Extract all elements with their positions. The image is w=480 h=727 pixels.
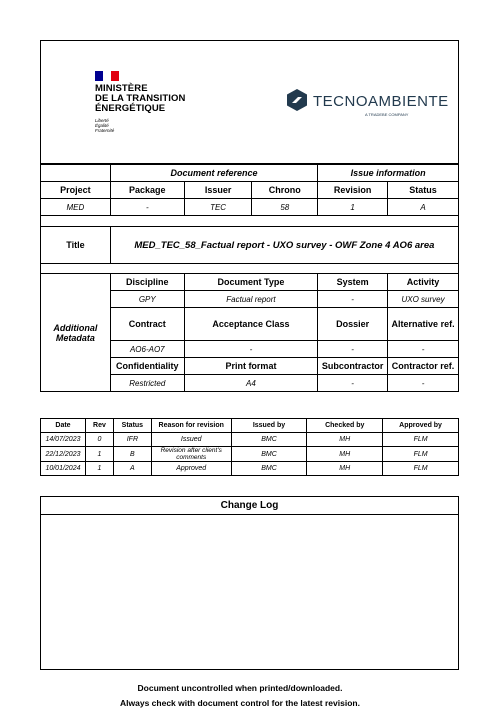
document-type-value: Factual report bbox=[184, 291, 317, 308]
meta-header-activity: Activity bbox=[388, 274, 459, 291]
table-row bbox=[41, 447, 459, 462]
project-value: MED bbox=[41, 199, 111, 216]
rev-header-checked-by: Checked by bbox=[307, 419, 383, 433]
meta-header-dossier: Dossier bbox=[318, 308, 388, 341]
alternative-ref-value: - bbox=[388, 341, 459, 358]
rev-header-rev: Rev bbox=[85, 419, 113, 433]
rev-issued-by: BMC bbox=[231, 433, 307, 447]
rev-issued-by: BMC bbox=[231, 447, 307, 462]
contract-value: AO6-AO7 bbox=[110, 341, 184, 358]
document-title: MED_TEC_58_Factual report - UXO survey - OWF Zone 4 AO6 area bbox=[110, 227, 458, 264]
meta-header-document-type: Document Type bbox=[184, 274, 317, 291]
table-row bbox=[41, 462, 459, 476]
acceptance-class-value: - bbox=[184, 341, 317, 358]
col-header-chrono: Chrono bbox=[252, 182, 318, 199]
header-logo-box bbox=[40, 40, 459, 164]
issuer-value: TEC bbox=[184, 199, 252, 216]
col-header-project: Project bbox=[41, 182, 111, 199]
dossier-value: - bbox=[318, 341, 388, 358]
rev-checked-by: MH bbox=[307, 447, 383, 462]
rev-checked-by: MH bbox=[307, 433, 383, 447]
rev-approved-by: FLM bbox=[383, 447, 459, 462]
change-log-box bbox=[40, 496, 459, 670]
meta-header-subcontractor: Subcontractor bbox=[318, 358, 388, 375]
meta-header-contractor-ref: Contractor ref. bbox=[388, 358, 459, 375]
status-value: A bbox=[388, 199, 459, 216]
rev-status: IFR bbox=[113, 433, 151, 447]
meta-header-print-format: Print format bbox=[184, 358, 317, 375]
tecnoambiente-logo bbox=[285, 88, 449, 117]
footer-line-2: Always check with document control for the latest revision. bbox=[120, 698, 360, 708]
change-log-title: Change Log bbox=[41, 497, 458, 515]
revision-history-table bbox=[40, 418, 459, 476]
discipline-value: GPY bbox=[110, 291, 184, 308]
rev-approved-by: FLM bbox=[383, 462, 459, 476]
company-name: TECNOAMBIENTE bbox=[313, 93, 449, 110]
rev-reason: Approved bbox=[151, 462, 231, 476]
rev-header-issued-by: Issued by bbox=[231, 419, 307, 433]
meta-header-contract: Contract bbox=[110, 308, 184, 341]
print-format-value: A4 bbox=[184, 375, 317, 392]
meta-header-acceptance-class: Acceptance Class bbox=[184, 308, 317, 341]
chrono-value: 58 bbox=[252, 199, 318, 216]
rev-date: 10/01/2024 bbox=[41, 462, 86, 476]
meta-header-confidentiality: Confidentiality bbox=[110, 358, 184, 375]
package-value: - bbox=[110, 199, 184, 216]
title-label: Title bbox=[41, 227, 111, 264]
rev-checked-by: MH bbox=[307, 462, 383, 476]
rev-header-status: Status bbox=[113, 419, 151, 433]
ministry-name: MINISTÈRE DE LA TRANSITION ÉNERGÉTIQUE bbox=[95, 83, 186, 114]
confidentiality-value: Restricted bbox=[110, 375, 184, 392]
system-value: - bbox=[318, 291, 388, 308]
meta-header-system: System bbox=[318, 274, 388, 291]
rev-status: B bbox=[113, 447, 151, 462]
meta-header-alternative-ref: Alternative ref. bbox=[388, 308, 459, 341]
rev-header-reason: Reason for revision bbox=[151, 419, 231, 433]
contractor-ref-value: - bbox=[388, 375, 459, 392]
subcontractor-value: - bbox=[318, 375, 388, 392]
rev-header-date: Date bbox=[41, 419, 86, 433]
revision-value: 1 bbox=[318, 199, 388, 216]
document-info-table bbox=[40, 164, 459, 392]
company-subtitle: A TRADEBE COMPANY bbox=[365, 112, 409, 117]
document-reference-heading: Document reference bbox=[110, 165, 317, 182]
rev-status: A bbox=[113, 462, 151, 476]
rev-header-approved-by: Approved by bbox=[383, 419, 459, 433]
rev-approved-by: FLM bbox=[383, 433, 459, 447]
rev-number: 0 bbox=[85, 433, 113, 447]
rev-issued-by: BMC bbox=[231, 462, 307, 476]
activity-value: UXO survey bbox=[388, 291, 459, 308]
rev-reason: Revision after client's comments bbox=[151, 447, 231, 462]
additional-metadata-label: Additional Metadata bbox=[41, 274, 111, 392]
issue-information-heading: Issue information bbox=[318, 165, 459, 182]
ministry-motto: Liberté Égalité Fraternité bbox=[95, 118, 115, 133]
table-row bbox=[41, 433, 459, 447]
rev-reason: Issued bbox=[151, 433, 231, 447]
col-header-package: Package bbox=[110, 182, 184, 199]
col-header-issuer: Issuer bbox=[184, 182, 252, 199]
footer-line-1: Document uncontrolled when printed/downloaded. bbox=[137, 683, 343, 693]
meta-header-discipline: Discipline bbox=[110, 274, 184, 291]
col-header-revision: Revision bbox=[318, 182, 388, 199]
rev-number: 1 bbox=[85, 462, 113, 476]
tecnoambiente-hexagon-icon bbox=[285, 88, 309, 112]
rev-number: 1 bbox=[85, 447, 113, 462]
rev-date: 22/12/2023 bbox=[41, 447, 86, 462]
rev-date: 14/07/2023 bbox=[41, 433, 86, 447]
col-header-status: Status bbox=[388, 182, 459, 199]
french-flag-icon bbox=[95, 71, 119, 81]
